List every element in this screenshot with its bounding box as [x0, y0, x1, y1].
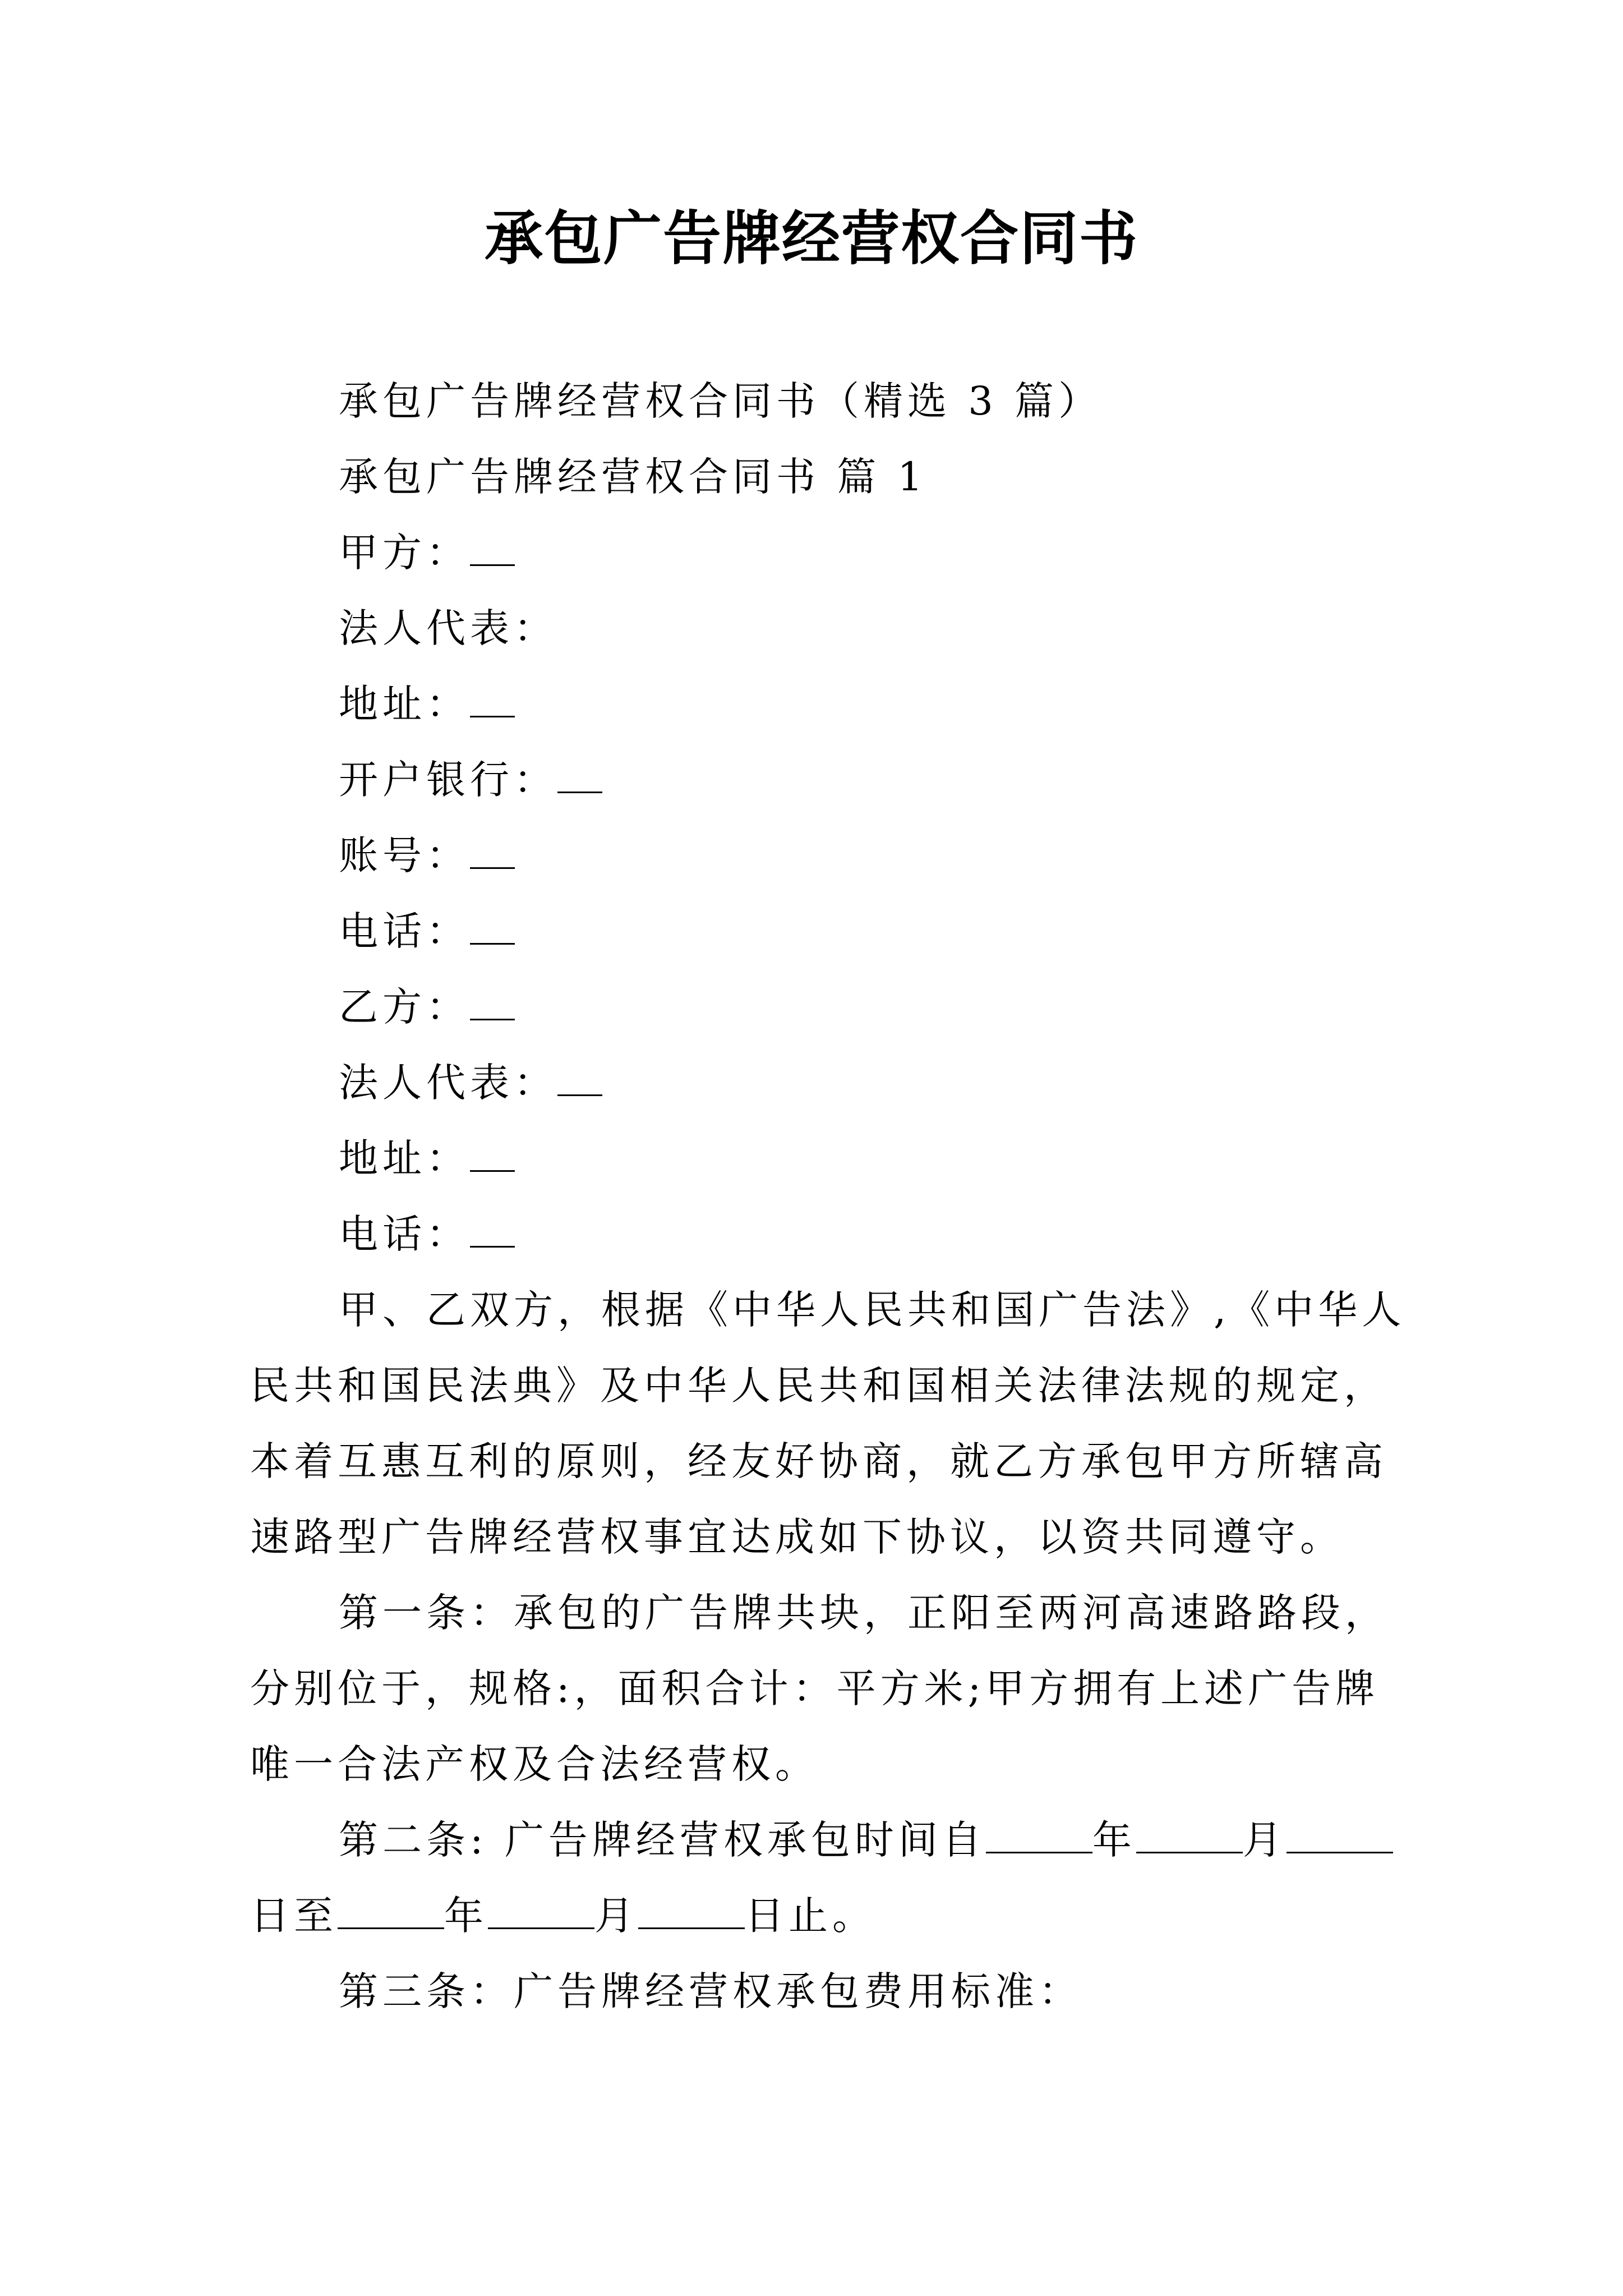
party-b-address-line	[339, 1133, 515, 1184]
year-blank	[986, 1819, 1092, 1853]
end-year-blank	[338, 1895, 444, 1929]
party-b-phone-label: 电话：	[339, 1211, 470, 1257]
end-year-label: 年	[444, 1893, 488, 1939]
party-a-account-label: 账号：	[339, 832, 470, 878]
section-heading: 承包广告牌经营权合同书 篇 1	[339, 454, 928, 500]
article1-line: 分别位于，规格:，面积合计：平方米;甲方拥有上述广告牌	[250, 1665, 1380, 1711]
preamble-line: 甲、乙双方，根据《中华人民共和国广告法》,《中华人	[339, 1287, 1406, 1333]
article1-line: 唯一合法产权及合法经营权。	[250, 1741, 819, 1787]
preamble-line: 速路型广告牌经营权事宜达成如下协议，以资共同遵守。	[250, 1514, 1344, 1560]
party-b-blank	[470, 986, 515, 1020]
day-to-label: 日至	[250, 1893, 338, 1939]
party-b-phone-blank	[470, 1213, 515, 1248]
party-b-rep-line	[339, 1057, 602, 1108]
party-a-blank	[470, 532, 515, 566]
party-a-address-line	[339, 679, 515, 729]
article1-line: 第一条：承包的广告牌共块，正阳至两河高速路路段，	[339, 1590, 1389, 1636]
party-a-rep-line	[339, 603, 557, 654]
article3-line: 第三条：广告牌经营权承包费用标准：	[339, 1968, 1082, 2014]
party-a-address-label: 地址：	[339, 681, 470, 727]
party-b-rep-label: 法人代表：	[339, 1060, 557, 1106]
party-a-label: 甲方：	[339, 530, 470, 576]
party-b-phone-line	[339, 1209, 515, 1259]
end-month-label: 月	[594, 1893, 638, 1939]
year-label: 年	[1092, 1817, 1136, 1863]
party-a-address-blank	[470, 683, 515, 717]
day-blank	[1287, 1819, 1393, 1853]
party-a-phone-blank	[470, 910, 515, 945]
party-a-line	[339, 527, 515, 578]
party-b-label: 乙方：	[339, 984, 470, 1030]
preamble-line: 本着互惠互利的原则，经友好协商，就乙方承包甲方所辖高	[250, 1438, 1387, 1484]
article2-start: 第二条: 广告牌经营权承包时间自	[339, 1817, 986, 1863]
article2-line	[339, 1815, 1393, 1865]
month-blank	[1136, 1819, 1243, 1853]
document-title: 承包广告牌经营权合同书	[484, 204, 1138, 273]
party-a-bank-label: 开户银行：	[339, 757, 557, 803]
party-b-rep-blank	[557, 1062, 602, 1096]
preamble-line: 民共和国民法典》及中华人民共和国相关法律法规的规定，	[250, 1363, 1387, 1409]
party-a-account-line	[339, 830, 515, 881]
party-b-address-blank	[470, 1138, 515, 1172]
party-a-bank-line	[339, 754, 602, 805]
party-a-bank-blank	[557, 759, 602, 793]
month-label: 月	[1242, 1817, 1287, 1863]
party-a-phone-label: 电话：	[339, 908, 470, 954]
party-a-account-blank	[470, 835, 515, 869]
subtitle: 承包广告牌经营权合同书（精选 3 篇）	[339, 378, 1103, 424]
party-b-address-label: 地址：	[339, 1135, 470, 1181]
end-day-label: 日止。	[745, 1893, 876, 1939]
end-day-blank	[638, 1895, 745, 1929]
party-a-phone-line	[339, 906, 515, 956]
party-b-line	[339, 982, 515, 1032]
party-a-rep-label: 法人代表：	[339, 605, 557, 651]
end-month-blank	[488, 1895, 594, 1929]
article2-line	[250, 1890, 876, 1941]
